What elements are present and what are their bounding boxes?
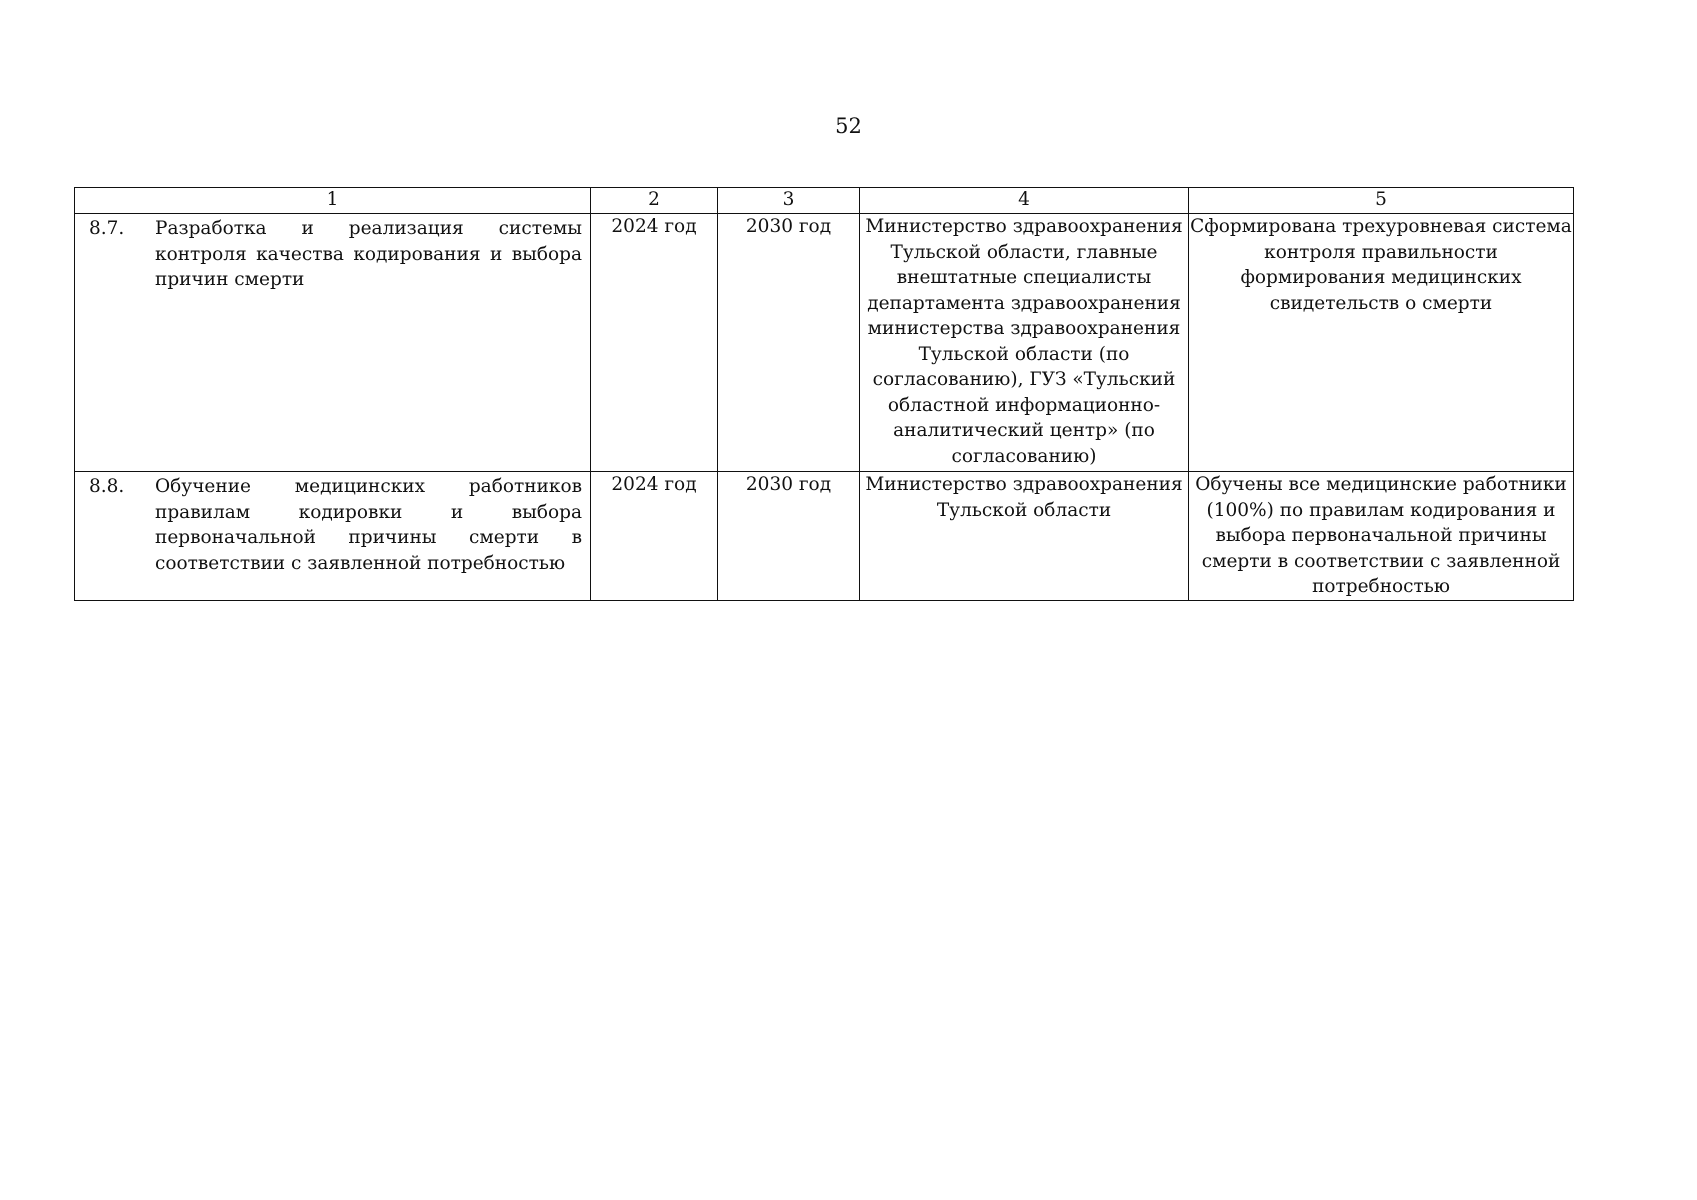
header-cell-4: 4 — [860, 188, 1189, 214]
page-number: 52 — [835, 114, 862, 138]
row-number: 8.8. — [89, 476, 125, 497]
row-responsible: Министерство здравоохранения Тульской области, главные внештатные специалисты департамента здравоохранения министерства здравоохранения Тульской области (по согласованию), ГУЗ «Тульский областной информационно-аналитический центр» (по согласованию) — [860, 214, 1189, 472]
table-row — [75, 214, 1574, 472]
row-description: Обучение медицинских работников правилам кодировки и выбора первоначальной причины смерти в соответствии с заявленной потребностью — [155, 476, 582, 574]
row-start-year: 2024 год — [591, 214, 718, 472]
header-cell-2: 2 — [591, 188, 718, 214]
table-row — [75, 472, 1574, 601]
header-cell-1: 1 — [75, 188, 591, 214]
row-result: Обучены все медицинские работники (100%) по правилам кодирования и выбора первоначальной причины смерти в соответствии с заявленной потребностью — [1189, 472, 1574, 601]
row-description-cell — [75, 214, 591, 472]
table-header-row — [75, 188, 1574, 214]
row-number: 8.7. — [89, 218, 125, 239]
header-cell-5: 5 — [1189, 188, 1574, 214]
header-cell-3: 3 — [718, 188, 860, 214]
row-result: Сформирована трехуровневая система контроля правильности формирования медицинских свидетельств о смерти — [1189, 214, 1574, 472]
measures-table — [74, 187, 1574, 601]
row-end-year: 2030 год — [718, 472, 860, 601]
row-end-year: 2030 год — [718, 214, 860, 472]
row-description: Разработка и реализация системы контроля качества кодирования и выбора причин смерти — [155, 218, 582, 290]
row-description-cell — [75, 472, 591, 601]
row-responsible: Министерство здравоохранения Тульской области — [860, 472, 1189, 601]
row-start-year: 2024 год — [591, 472, 718, 601]
